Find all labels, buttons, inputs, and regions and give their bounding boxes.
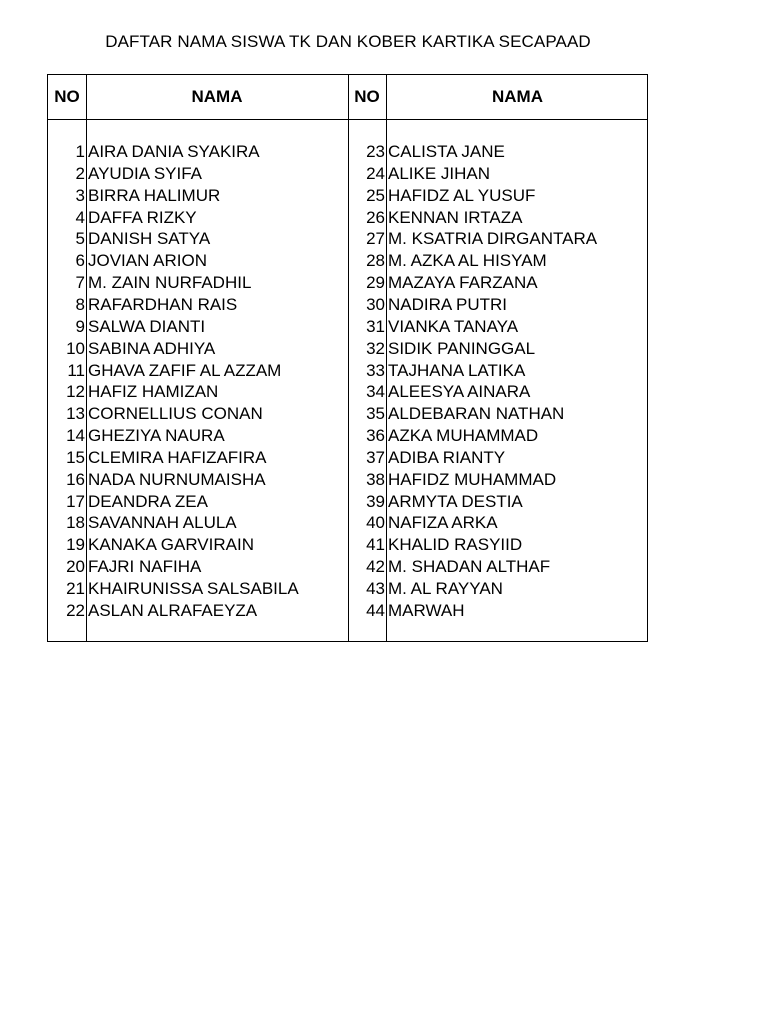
row-number: 31 xyxy=(366,316,385,336)
table-row xyxy=(348,338,648,360)
row-number: 18 xyxy=(66,513,85,533)
row-number: 8 xyxy=(75,294,85,314)
row-number: 27 xyxy=(366,229,385,249)
row-number: 2 xyxy=(75,163,85,183)
row-name: HAFIDZ MUHAMMAD xyxy=(388,469,557,489)
row-name: MARWAH xyxy=(388,600,465,620)
row-number: 13 xyxy=(66,404,85,424)
table-row xyxy=(48,469,348,491)
table-row xyxy=(48,425,348,447)
row-number: 19 xyxy=(66,535,85,555)
row-name: ALEESYA AINARA xyxy=(388,382,531,402)
row-number: 16 xyxy=(66,469,85,489)
row-name: ASLAN ALRAFAEYZA xyxy=(88,600,258,620)
table-row xyxy=(48,556,348,578)
table-row xyxy=(48,185,348,207)
row-name: RAFARDHAN RAIS xyxy=(88,294,238,314)
table-row xyxy=(348,294,648,316)
row-number: 42 xyxy=(366,557,385,577)
row-number: 14 xyxy=(66,426,85,446)
row-name: DEANDRA ZEA xyxy=(88,491,208,511)
table-row xyxy=(48,491,348,513)
row-name: DANISH SATYA xyxy=(88,229,211,249)
row-name: M. AL RAYYAN xyxy=(388,579,503,598)
row-name: M. KSATRIA DIRGANTARA xyxy=(388,229,598,249)
table-row xyxy=(48,360,348,382)
table-row xyxy=(348,556,648,578)
row-name: KHALID RASYIID xyxy=(388,535,523,555)
student-table xyxy=(47,74,648,642)
table-row xyxy=(48,141,348,163)
row-number: 22 xyxy=(66,600,85,620)
row-number: 41 xyxy=(366,535,385,555)
row-name: HAFIDZ AL YUSUF xyxy=(388,185,536,205)
row-number: 3 xyxy=(75,185,85,205)
row-number: 6 xyxy=(75,251,85,271)
table-row xyxy=(348,447,648,469)
table-row xyxy=(348,403,648,425)
table-row xyxy=(48,600,348,622)
row-number: 4 xyxy=(75,207,85,227)
row-name: HAFIZ HAMIZAN xyxy=(88,382,219,402)
row-name: AYUDIA SYIFA xyxy=(88,163,203,183)
row-number: 15 xyxy=(66,447,85,467)
row-number: 35 xyxy=(366,404,385,424)
row-number: 34 xyxy=(366,382,385,402)
row-name: CLEMIRA HAFIZAFIRA xyxy=(88,447,267,467)
row-name: ALIKE JIHAN xyxy=(388,163,491,183)
row-name: M. ZAIN NURFADHIL xyxy=(88,273,252,293)
row-name: AIRA DANIA SYAKIRA xyxy=(88,142,260,161)
row-name: M. AZKA AL HISYAM xyxy=(388,251,547,271)
table-row xyxy=(348,425,648,447)
row-name: M. SHADAN ALTHAF xyxy=(388,557,551,577)
row-number: 33 xyxy=(366,360,385,380)
table-row xyxy=(348,534,648,556)
table-row xyxy=(48,534,348,556)
row-name: JOVIAN ARION xyxy=(88,251,208,271)
table-row xyxy=(348,185,648,207)
row-name: VIANKA TANAYA xyxy=(388,316,519,336)
row-name: NADA NURNUMAISHA xyxy=(88,469,266,489)
row-name: ADIBA RIANTY xyxy=(388,447,506,467)
row-number: 26 xyxy=(366,207,385,227)
row-number: 30 xyxy=(366,294,385,314)
row-number: 29 xyxy=(366,273,385,293)
table-row xyxy=(48,316,348,338)
table-row xyxy=(348,207,648,229)
document-title: DAFTAR NAMA SISWA TK DAN KOBER KARTIKA SECAPAAD xyxy=(105,32,591,51)
row-name: CORNELLIUS CONAN xyxy=(88,404,263,424)
row-name: FAJRI NAFIHA xyxy=(88,557,202,577)
table-row xyxy=(348,600,648,622)
table-row xyxy=(48,294,348,316)
row-name: SIDIK PANINGGAL xyxy=(388,338,536,358)
table-row xyxy=(348,316,648,338)
header-no-left: NO xyxy=(54,87,80,106)
table-row xyxy=(348,272,648,294)
row-number: 7 xyxy=(75,273,85,293)
row-name: KANAKA GARVIRAIN xyxy=(88,535,254,555)
table-row xyxy=(48,163,348,185)
table-row xyxy=(348,360,648,382)
row-number: 17 xyxy=(66,491,85,511)
row-number: 24 xyxy=(366,163,385,183)
table-row xyxy=(48,403,348,425)
row-name: SAVANNAH ALULA xyxy=(88,513,237,533)
row-number: 12 xyxy=(66,382,85,402)
table-row xyxy=(48,250,348,272)
table-row xyxy=(48,381,348,403)
table-row xyxy=(348,512,648,534)
row-number: 21 xyxy=(66,579,85,598)
table-row xyxy=(348,381,648,403)
table-row xyxy=(348,228,648,250)
table-row xyxy=(48,338,348,360)
row-number: 38 xyxy=(366,469,385,489)
row-number: 20 xyxy=(66,557,85,577)
row-number: 11 xyxy=(67,360,85,380)
table-row xyxy=(348,491,648,513)
row-name: KHAIRUNISSA SALSABILA xyxy=(88,579,299,598)
row-number: 28 xyxy=(366,251,385,271)
row-name: NADIRA PUTRI xyxy=(388,294,508,314)
row-name: DAFFA RIZKY xyxy=(88,207,197,227)
table-row xyxy=(48,578,348,600)
row-number: 37 xyxy=(366,447,385,467)
table-row xyxy=(48,228,348,250)
row-name: KENNAN IRTAZA xyxy=(388,207,523,227)
row-name: BIRRA HALIMUR xyxy=(88,185,221,205)
row-name: SABINA ADHIYA xyxy=(88,338,216,358)
table-row xyxy=(348,141,648,163)
row-number: 43 xyxy=(366,579,385,598)
table-row xyxy=(48,207,348,229)
row-name: GHAVA ZAFIF AL AZZAM xyxy=(88,360,282,380)
row-name: ARMYTA DESTIA xyxy=(388,491,523,511)
row-name: MAZAYA FARZANA xyxy=(388,273,538,293)
row-number: 23 xyxy=(366,142,385,161)
row-name: ALDEBARAN NATHAN xyxy=(388,404,565,424)
row-name: AZKA MUHAMMAD xyxy=(388,426,539,446)
row-number: 32 xyxy=(366,338,385,358)
row-number: 5 xyxy=(75,229,85,249)
header-no-right: NO xyxy=(354,87,380,106)
table-row xyxy=(348,578,648,600)
row-name: TAJHANA LATIKA xyxy=(388,360,526,380)
table-row xyxy=(48,272,348,294)
table-row xyxy=(348,250,648,272)
row-number: 1 xyxy=(75,142,85,161)
row-number: 44 xyxy=(366,600,385,620)
row-number: 36 xyxy=(366,426,385,446)
table-row xyxy=(348,469,648,491)
row-name: NAFIZA ARKA xyxy=(388,513,498,533)
row-number: 39 xyxy=(366,491,385,511)
row-name: SALWA DIANTI xyxy=(88,316,206,336)
row-number: 25 xyxy=(366,185,385,205)
table-row xyxy=(348,163,648,185)
header-nama-left: NAMA xyxy=(191,87,243,106)
header-divider xyxy=(48,119,647,120)
header-nama-right: NAMA xyxy=(492,87,543,106)
row-number: 40 xyxy=(366,513,385,533)
table-row xyxy=(48,512,348,534)
row-number: 10 xyxy=(66,338,85,358)
row-name: CALISTA JANE xyxy=(388,142,505,161)
table-row xyxy=(48,447,348,469)
row-number: 9 xyxy=(75,316,85,336)
row-name: GHEZIYA NAURA xyxy=(88,426,225,446)
